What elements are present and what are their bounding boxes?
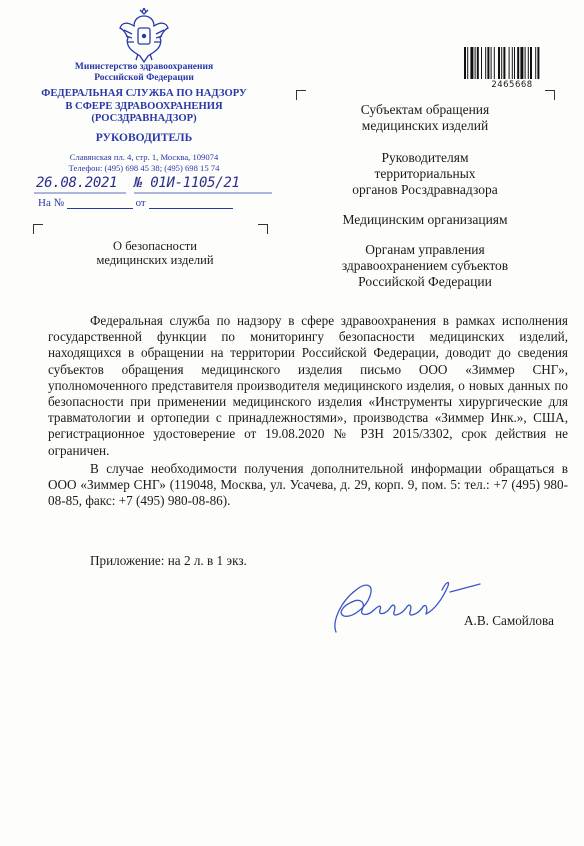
- service-line-3: (РОСЗДРАВНАДЗОР): [91, 113, 197, 124]
- barcode-graphic: [464, 47, 560, 79]
- ministry-line-2: Российской Федерации: [94, 73, 194, 83]
- handwritten-signature: [330, 572, 490, 640]
- addressee-line: территориальных: [374, 166, 476, 181]
- addressee-line: Органам управления: [365, 242, 485, 257]
- subject-corner-right: [258, 224, 268, 234]
- addressee-line: Российской Федерации: [358, 274, 492, 289]
- addressee-line: здравоохранением субъектов: [341, 258, 509, 273]
- addressee-block-3: [310, 212, 540, 228]
- addressee-block-1: [310, 102, 540, 134]
- subject-line-2: медицинских изделий: [96, 253, 214, 267]
- addressee-line: органов Росздравнадзора: [352, 182, 498, 197]
- registration-number: № 01И-1105/21: [134, 175, 240, 191]
- from-blank: [149, 197, 233, 209]
- on-no-blank: [67, 197, 133, 209]
- addressee-line: Руководителям: [381, 150, 469, 165]
- ministry-line-1: Министерство здравоохранения: [74, 62, 214, 72]
- addressee-block-2: [310, 150, 540, 198]
- coat-of-arms-emblem-icon: [118, 8, 170, 64]
- service-line-2: В СФЕРЕ ЗДРАВООХРАНЕНИЯ: [65, 100, 223, 112]
- addressee-line: медицинских изделий: [361, 118, 489, 133]
- on-no-label: На №: [38, 197, 65, 209]
- addressee-list: [310, 102, 540, 304]
- letterhead-phone: Телефон: (495) 698 45 38; (495) 698 15 74: [68, 163, 220, 173]
- body-paragraph-2: В случае необходимости получения дополнительной информации обращаться в ООО «Зиммер СНГ» (119048, Москва, ул. Усачева, д. 29, корп. 9, пом. 5: тел.: +7 (495) 980-08-85, факс: +7 (495) 980-08-86).: [48, 460, 568, 509]
- address-corner-left: [296, 90, 306, 100]
- letter-subject: [60, 239, 250, 267]
- service-name: [20, 88, 268, 126]
- from-label: от: [135, 197, 146, 209]
- addressee-line: Субъектам обращения: [360, 102, 490, 117]
- letterhead-address: Славянская пл. 4, стр. 1, Москва, 109074: [69, 152, 219, 162]
- addressee-line: Медицинским организациям: [342, 212, 508, 227]
- reference-line: [38, 197, 233, 209]
- ministry-name: [20, 62, 268, 84]
- attachment-note: Приложение: на 2 л. в 1 экз.: [90, 553, 247, 568]
- address-corner-right: [545, 90, 555, 100]
- director-title: РУКОВОДИТЕЛЬ: [95, 132, 193, 144]
- addressee-block-4: [310, 242, 540, 290]
- body-paragraph-1: Федеральная служба по надзору в сфере здравоохранения в рамках исполнения государственной функции по мониторингу безопасности медицинских изделий, находящихся в обращении на территории Российской Федерации, доводит до сведения субъектов обращения медицинского изделия письмо ООО «Зиммер СНГ», уполномоченного представителя производителя медицинского изделия, о новых данных по безопасности при применении медицинского изделия «Инструменты хирургические для травматологии и ортопедии с принадлежностями», производства «Зиммер Инк.», США, регистрационное удостоверение от 19.08.2020 № РЗН 2015/3302, срок действия не ограничен.: [48, 313, 568, 458]
- barcode-number: 2465668: [491, 80, 533, 90]
- registration-date: 26.08.2021: [36, 175, 118, 191]
- subject-line-1: О безопасности: [113, 239, 197, 253]
- subject-corner-left: [33, 224, 43, 234]
- letter-body: [48, 313, 568, 509]
- service-line-1: ФЕДЕРАЛЬНАЯ СЛУЖБА ПО НАДЗОРУ: [41, 88, 247, 99]
- signer-name: А.В. Самойлова: [464, 613, 554, 628]
